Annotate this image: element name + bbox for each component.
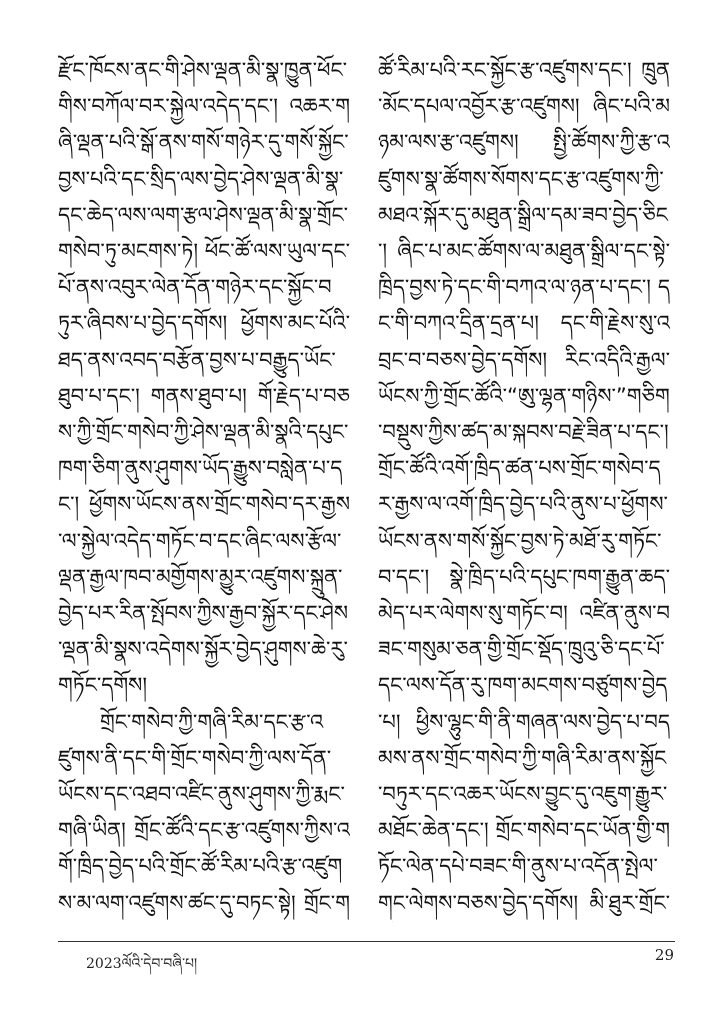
right-column — [378, 52, 670, 922]
right-paragraph-1: ཚོ་རིམ་པའི་རང་སྐྱོང་རྩ་འཛུགས་དང་། ཁྲུན་མོང་དཔལ་འབྱོར་རྩ་འཛུགས། ཞིང་པའི་མཉམ་ལས་རྩ་འཛུགས། སྤྱི་ཚོགས་ཀྱི་རྩ་འཛུགས་སྣ་ཚོགས་སོགས་དང་རྩ་འཛུགས་ཀྱི་མཐའ་སྐོར་དུ་མཐུན་སྒྲིལ་དམ་ཟབ་བྱེད་ཅིང་། ཞིང་པ་མང་ཚོགས་ལ་མཐུན་སྒྲིལ་དང་སྟེ་ཁྲིད་བྱས་ཏེ་དང་གི་བཀའ་ལ་ཉན་པ་དང་། དང་གི་བཀའ་དྲིན་དྲན་པ། དང་གི་རྗེས་སུ་འབྲང་བ་བཅས་བྱེད་དགོས། རིང་འདིའི་རྒྱལ་ཡོངས་ཀྱི་གྲོང་ཚོའི་“ཨུ་ལྷན་གཉིས་”གཅིག་བསྡུས་ཀྱིས་ཚད་མ་སྐབས་བརྗེ་ཟིན་པ་དང་། གྲོང་ཚོའི་འགོ་ཁྲིད་ཚན་པས་གྲོང་གསེབ་དར་རྒྱས་ལ་འགོ་ཁྲིད་བྱེད་པའི་ནུས་པ་ཕྱོགས་ཡོངས་ནས་གསོ་སྐྱོང་བྱས་ཏེ་མཐོ་རུ་གཏོང་བ་དང་། སྣེ་ཁྲིད་པའི་དཔུང་ཁག་རྒྱུན་ཆད་མེད་པར་ལེགས་སུ་གཏོང་བ། འཛིན་ནུས་བཟང་གསུམ་ཅན་གྱི་གྲོང་སྡོད་ཁྲུའུ་ཅི་དང་པོ་དང་ལས་དོན་རུ་ཁག་མངགས་བཙུགས་བྱེད་པ། ཕྱིས་ལྷུང་གི་ནི་གཞན་ལས་བྱེད་པ་བདམས་ནས་གྲོང་གསེབ་ཀྱི་གཞི་རིམ་ནས་སྐྱོང་བཏུར་དང་འཆར་ཡོངས་བྱུང་དུ་འཇུག་རྒྱུར་མཐོང་ཆེན་དང་། གྲོང་གསེབ་དང་ཡོན་གྱི་གཏོང་ལེན་དཔེ་བཟང་གི་ནུས་པ་འདོན་སྤེལ་གང་ལེགས་བཅས་བྱེད་དགོས། མི་ཐུར་གྲོང་ — [378, 58, 670, 915]
footer-divider — [58, 941, 675, 942]
left-paragraph-2: གྲོང་གསེབ་ཀྱི་གཞི་རིམ་དང་རྩ་འཛུགས་ནི་དང་གི་གྲོང་གསེབ་ཀྱི་ལས་དོན་ཡོངས་དང་འཐབ་འཛིང་ནུས་ཤུགས་ཀྱི་རྨང་གཞི་ཡིན། གྲོང་ཚོའི་དང་རྩ་འཛུགས་ཀྱིས་འགོ་ཁྲིད་བྱེད་པའི་གྲོང་ཚོ་རིམ་པའི་རྩ་འཛུགས་མ་ལག་འཛུགས་ཚང་དུ་བཏང་སྟེ། གྲོང་ག — [58, 709, 350, 915]
left-column — [58, 52, 350, 922]
left-paragraph-1: རྫོང་ཁོངས་ནང་གི་ཤེས་ལྡན་མི་སྣ་ཁྱུན་ཕོང་གིས་བཀོལ་བར་སྐྱེལ་འདེད་དང་། འཆར་གཞི་ལྡན་པའི་སྒོ་ནས་གསོ་གཉེར་དུ་གསོ་སྐྱོང་བྱས་པའི་དང་སྲིད་ལས་བྱེད་ཤེས་ལྡན་མི་སྣ་དང་ཆེད་ལས་ལག་རྩལ་ཤེས་ལྡན་མི་སྣ་གྲོང་གསེབ་ཏུ་མངགས་ཏེ། ཕོང་ཚོ་ལས་ཡུལ་དང་པོ་ནས་འབུར་ལེན་དོན་གཉེར་དང་སྐྱོང་བཏུར་ཞིབས་པ་བྱེད་དགོས། ཕྱོགས་མང་པོའི་ཐད་ནས་འབད་བརྩོན་བྱས་པ་བརྒྱུད་ཡོང་ཐུབ་པ་དང་། གནས་ཐུབ་པ། གོ་རྗེད་པ་བཅས་ཀྱི་གྲོང་གསེབ་ཀྱི་ཤེས་ལྡན་མི་སྣའི་དཔུང་ཁག་ཅིག་ནུས་ཤུགས་ཡོད་རྒྱུས་བསླེན་པ་དང་། ཕྱོགས་ཡོངས་ནས་གྲོང་གསེབ་དར་རྒྱས་ལ་སྐྱེལ་འདེད་གཏོང་བ་དང་ཞིང་ལས་རྩོལ་ལྡན་རྒྱལ་ཁབ་མགྱོགས་མྱུར་འཛུགས་སྐྲུན་བྱེད་པར་རིན་སྤོབས་ཀྱིས་རྒྱབ་སྐྱོར་དང་ཤེས་ལྡན་མི་སྣས་འདེགས་སྐྱོར་བྱེད་ཤུགས་ཆེ་རུ་གཏོང་དགོས། — [58, 58, 350, 698]
page-number: 29 — [654, 946, 674, 964]
issue-label: 2023ལོའི་དེབ་བཞི་པ། — [86, 956, 198, 972]
